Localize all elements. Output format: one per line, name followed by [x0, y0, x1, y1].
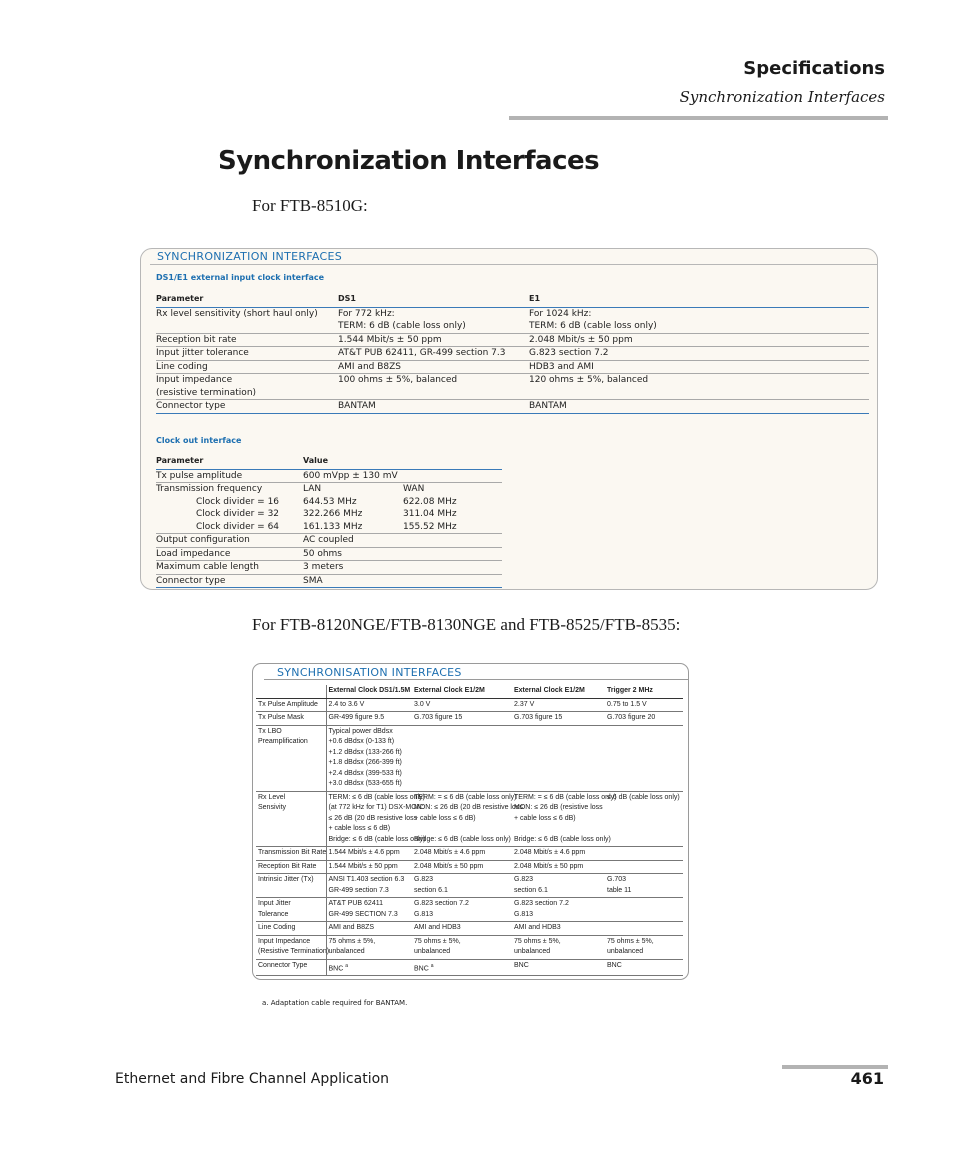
value-cell — [512, 791, 617, 847]
cell-text: G.703 figure 15 — [514, 714, 563, 721]
footer-title: Ethernet and Fibre Channel Application — [115, 1071, 390, 1087]
header-cell: Parameter — [156, 455, 303, 469]
cell-text: 2.048 Mbit/s ± 4.6 ppm — [514, 849, 586, 856]
value-cell — [326, 860, 412, 874]
cell-text: Rx Level Sensivity — [258, 793, 287, 811]
cell-text: 2.048 Mbit/s ± 4.6 ppm — [414, 849, 486, 856]
table-row — [156, 347, 869, 361]
page-number: 461 — [850, 1069, 884, 1088]
synchronisation-table — [256, 685, 683, 976]
cell-text: BNC — [328, 964, 344, 972]
param-cell: Connector type — [156, 400, 338, 414]
ds1-cell: 100 ohms ± 5%, balanced — [338, 375, 458, 385]
cell-text: 3.0 V — [414, 700, 431, 708]
input-clock-heading: DS1/E1 external input clock interface — [156, 273, 325, 282]
e1-cell: G.823 section 7.2 — [529, 347, 869, 361]
param-cell — [156, 320, 338, 333]
table-row — [156, 547, 502, 561]
table-row — [156, 534, 502, 548]
value-cell — [412, 725, 512, 791]
table-row — [156, 307, 869, 320]
cell-text: AMI and HDB3 — [414, 924, 461, 931]
value-cell: 161.133 MHz — [303, 521, 403, 534]
table-header-row — [156, 293, 869, 307]
table-row — [156, 333, 869, 347]
cell-text: 75 ohms ± 5%, unbalanced — [607, 937, 654, 955]
row-header-cell — [256, 898, 326, 922]
value-cell — [605, 791, 683, 847]
clock-out-heading: Clock out interface — [156, 436, 242, 445]
table-row — [156, 508, 502, 521]
ds1-cell: TERM: 6 dB (cable loss only) — [338, 320, 529, 333]
e1-cell: 2.048 Mbit/s ± 50 ppm — [529, 333, 869, 347]
header-cell: Parameter — [156, 293, 338, 307]
cell-text: G.823 section 7.2 G.813 — [514, 900, 569, 918]
running-header-subsection: Synchronization Interfaces — [679, 88, 885, 106]
value-cell — [512, 712, 605, 726]
value-cell: 50 ohms — [303, 547, 403, 561]
value-cell — [512, 959, 605, 976]
e1-cell: HDB3 and AMI — [529, 360, 869, 374]
param-cell: Clock divider = 16 — [196, 496, 280, 507]
value-cell — [605, 959, 683, 976]
cell-text: BNC — [414, 964, 429, 972]
value-cell — [605, 698, 683, 712]
cell-text: Transmission Bit Rate — [258, 849, 327, 856]
header-rule — [509, 116, 888, 120]
header-cell: Trigger 2 MHz — [605, 685, 683, 698]
ds1-cell: BANTAM — [338, 400, 529, 414]
cell-text: Tx Pulse Mask — [258, 714, 304, 721]
value-cell — [326, 725, 412, 791]
cell-text: 75 ohms ± 5%, unbalanced — [414, 937, 461, 955]
ds1-cell — [338, 387, 529, 400]
cell-text: AMI and HDB3 — [514, 924, 561, 931]
value-cell — [605, 847, 683, 861]
cell-text: TERM: ≤ 6 dB (cable loss only) (at 772 kHz for T1) DSX-MON: ≤ 26 dB (20 dB resistive loss + cable loss ≤ 6 dB) Bridge: ≤ 6 dB (cable loss only) — [328, 793, 426, 843]
value-cell — [412, 712, 512, 726]
cell-text: AMI and B8ZS — [328, 924, 375, 931]
value-cell — [326, 922, 412, 936]
ds1-cell: AT&T PUB 62411, GR-499 section 7.3 — [338, 347, 529, 361]
value-cell — [326, 874, 412, 898]
cell-text: 0.75 to 1.5 V — [607, 700, 647, 708]
cell-text: 75 ohms ± 5%, unbalanced — [328, 937, 376, 955]
table-row — [256, 791, 683, 847]
value-cell — [403, 574, 502, 588]
value-cell — [605, 922, 683, 936]
table-row — [156, 521, 502, 534]
footnote-marker: a — [430, 962, 434, 969]
header-cell — [256, 685, 326, 698]
value-cell — [403, 469, 502, 483]
panel2-divider — [264, 679, 688, 680]
row-header-cell — [256, 725, 326, 791]
table-row — [256, 847, 683, 861]
row-header-cell — [256, 935, 330, 959]
value-cell: 155.52 MHz — [403, 521, 502, 534]
value-cell — [512, 874, 605, 898]
value-cell — [512, 847, 605, 861]
value-cell: 622.08 MHz — [403, 496, 457, 507]
value-cell — [605, 712, 683, 726]
value-cell — [403, 547, 502, 561]
row-header-cell — [256, 712, 326, 726]
row-header-cell — [256, 847, 326, 861]
footnote-marker: a — [345, 962, 349, 969]
param-cell: (resistive termination) — [156, 387, 338, 400]
table-row — [156, 320, 869, 333]
value-cell — [326, 791, 426, 847]
value-cell — [512, 922, 605, 936]
cell-text: 1.544 Mbit/s ± 50 ppm — [328, 862, 398, 870]
param-cell: Maximum cable length — [156, 561, 303, 575]
value-cell — [403, 534, 502, 548]
param-cell: Connector type — [156, 574, 303, 588]
param-cell: Transmission frequency — [156, 484, 263, 494]
table-row — [156, 469, 502, 483]
header-cell: E1 — [529, 293, 869, 307]
value-cell — [326, 935, 412, 959]
row-header-cell — [256, 959, 326, 976]
cell-text: Tx LBO Preamplification — [258, 727, 308, 745]
row-header-cell — [256, 860, 326, 874]
cell-text: 2.048 Mbit/s ± 50 ppm — [414, 862, 484, 870]
e1-cell — [529, 387, 869, 400]
param-cell: Clock divider = 32 — [196, 509, 280, 519]
value-cell — [412, 791, 523, 847]
value-cell — [412, 935, 512, 959]
value-cell — [326, 959, 412, 976]
value-cell: 311.04 MHz — [403, 509, 457, 519]
ds1-cell: For 772 kHz: — [338, 308, 395, 319]
table-row — [256, 712, 683, 726]
value-cell: 3 meters — [303, 561, 403, 575]
param-cell: Load impedance — [156, 547, 303, 561]
value-cell — [512, 725, 605, 791]
table-row — [156, 374, 869, 387]
value-cell — [412, 922, 512, 936]
page-title: Synchronization Interfaces — [218, 146, 600, 176]
panel-divider — [150, 264, 877, 265]
value-cell — [326, 847, 412, 861]
table-row — [156, 387, 869, 400]
value-cell: 322.266 MHz — [303, 509, 363, 519]
param-cell: Input jitter tolerance — [156, 347, 338, 361]
panel2-title: SYNCHRONISATION INTERFACES — [277, 666, 462, 679]
table-row — [156, 574, 502, 588]
header-cell: DS1 — [338, 293, 529, 307]
value-cell: WAN — [403, 484, 425, 494]
cell-text: Typical power dBdsx +0.6 dBdsx (0-133 ft) +1.2 dBdsx (133-266 ft) +1.8 dBdsx (266-399 ft) +2.4 dBdsx (399-533 ft) +3.0 dBdsx (533-655 ft) — [328, 727, 402, 787]
footnote: a. Adaptation cable required for BANTAM. — [262, 999, 408, 1007]
cell-text: G.703 figure 20 — [607, 714, 656, 721]
table-row — [256, 860, 683, 874]
cell-text: 1.544 Mbit/s ± 4.6 ppm — [328, 849, 400, 856]
value-cell — [605, 898, 683, 922]
cell-text: G.823 section 6.1 — [414, 876, 448, 894]
table-row — [256, 725, 683, 791]
value-cell — [412, 698, 512, 712]
value-cell — [512, 898, 605, 922]
running-header-section: Specifications — [743, 58, 885, 79]
row-header-cell — [256, 922, 326, 936]
value-cell — [512, 698, 605, 712]
value-cell: 644.53 MHz — [303, 496, 357, 507]
value-cell — [605, 874, 683, 898]
param-cell: Reception bit rate — [156, 333, 338, 347]
value-cell — [412, 874, 512, 898]
param-cell: Output configuration — [156, 534, 303, 548]
cell-text: BNC — [607, 961, 622, 969]
clock-out-table — [156, 455, 502, 588]
table-row — [156, 496, 502, 509]
cell-text: 2.37 V — [514, 700, 535, 708]
cell-text: ANSI T1.403 section 6.3 GR-499 section 7.3 — [328, 876, 405, 894]
cell-text: BNC — [514, 961, 529, 969]
value-cell: AC coupled — [303, 534, 403, 548]
subhead-ftb-8120nge: For FTB-8120NGE/FTB-8130NGE and FTB-8525/FTB-8535: — [252, 615, 681, 634]
table-row — [156, 400, 869, 414]
panel-title: SYNCHRONIZATION INTERFACES — [157, 250, 343, 263]
cell-text: AT&T PUB 62411 GR-499 SECTION 7.3 — [328, 900, 398, 918]
e1-cell: BANTAM — [529, 400, 869, 414]
table-row — [256, 874, 683, 898]
param-cell: Rx level sensitivity (short haul only) — [156, 308, 318, 319]
value-cell — [412, 898, 512, 922]
ds1-cell: 1.544 Mbit/s ± 50 ppm — [338, 333, 529, 347]
cell-text: 75 ohms ± 5%, unbalanced — [514, 937, 561, 955]
cell-text: ≤ 6 dB (cable loss only) — [607, 793, 680, 801]
value-cell — [412, 860, 512, 874]
table-row — [256, 698, 683, 712]
cell-text: G.703 table 11 — [607, 876, 632, 894]
value-cell — [403, 561, 502, 575]
cell-text: Tx Pulse Amplitude — [258, 700, 318, 708]
value-cell: 600 mVpp ± 130 mV — [303, 469, 403, 483]
param-cell: Tx pulse amplitude — [156, 469, 303, 483]
value-cell — [512, 860, 605, 874]
table-header-row — [156, 455, 502, 469]
param-cell: Input impedance — [156, 375, 233, 385]
cell-text: Intrinsic Jitter (Tx) — [258, 876, 314, 883]
value-cell — [605, 725, 683, 791]
value-cell — [412, 847, 512, 861]
cell-text: G.703 figure 15 — [414, 714, 463, 721]
cell-text: 2.048 Mbit/s ± 50 ppm — [514, 862, 584, 870]
ds1-cell: AMI and B8ZS — [338, 360, 529, 374]
cell-text: Connector Type — [258, 961, 308, 969]
row-header-cell — [256, 874, 326, 898]
value-cell — [412, 959, 512, 976]
input-clock-table — [156, 293, 869, 414]
param-cell: Clock divider = 64 — [156, 521, 303, 534]
value-cell — [326, 898, 412, 922]
table-row — [256, 922, 683, 936]
e1-cell: 120 ohms ± 5%, balanced — [529, 375, 649, 385]
e1-cell: TERM: 6 dB (cable loss only) — [529, 320, 869, 333]
value-cell — [326, 712, 412, 726]
value-cell — [326, 698, 412, 712]
cell-text: G.823 section 7.2 G.813 — [414, 900, 469, 918]
cell-text: TERM: = ≤ 6 dB (cable loss only) MON: ≤ 26 dB (20 dB resistive loss + cable loss ≤ 6 dB) Bridge: ≤ 6 dB (cable loss only) — [414, 793, 523, 843]
header-cell: External Clock E1/2M — [512, 685, 605, 698]
cell-text: TERM: = ≤ 6 dB (cable loss only) MON: ≤ 26 dB (resistive loss + cable loss ≤ 6 dB) Bridge: ≤ 6 dB (cable loss only) — [514, 793, 617, 843]
cell-text: G.823 section 6.1 — [514, 876, 548, 894]
subhead-ftb-8510g: For FTB-8510G: — [252, 196, 368, 215]
row-header-cell — [256, 698, 326, 712]
value-cell — [605, 935, 683, 959]
cell-text: Reception Bit Rate — [258, 862, 317, 870]
table-row — [256, 935, 683, 959]
table-row — [256, 898, 683, 922]
cell-text: GR-499 figure 9.5 — [328, 714, 385, 721]
value-cell: LAN — [303, 484, 322, 494]
row-header-cell — [256, 791, 326, 847]
cell-text: 2.4 to 3.6 V — [328, 700, 365, 708]
cell-text: Input Jitter Tolerance — [258, 900, 291, 918]
table-row — [156, 561, 502, 575]
cell-text: Input Impedance (Resistive Termination) — [258, 937, 330, 955]
e1-cell: For 1024 kHz: — [529, 308, 592, 319]
header-cell: External Clock DS1/1.5M — [326, 685, 412, 698]
table-row — [156, 483, 502, 496]
param-cell: Line coding — [156, 360, 338, 374]
cell-text: Line Coding — [258, 924, 296, 931]
table-row — [256, 959, 683, 976]
header-cell: Value — [303, 455, 502, 469]
value-cell: SMA — [303, 574, 403, 588]
table-header-row — [256, 685, 683, 698]
header-cell: External Clock E1/2M — [412, 685, 512, 698]
value-cell — [512, 935, 605, 959]
table-row — [156, 360, 869, 374]
value-cell — [605, 860, 683, 874]
